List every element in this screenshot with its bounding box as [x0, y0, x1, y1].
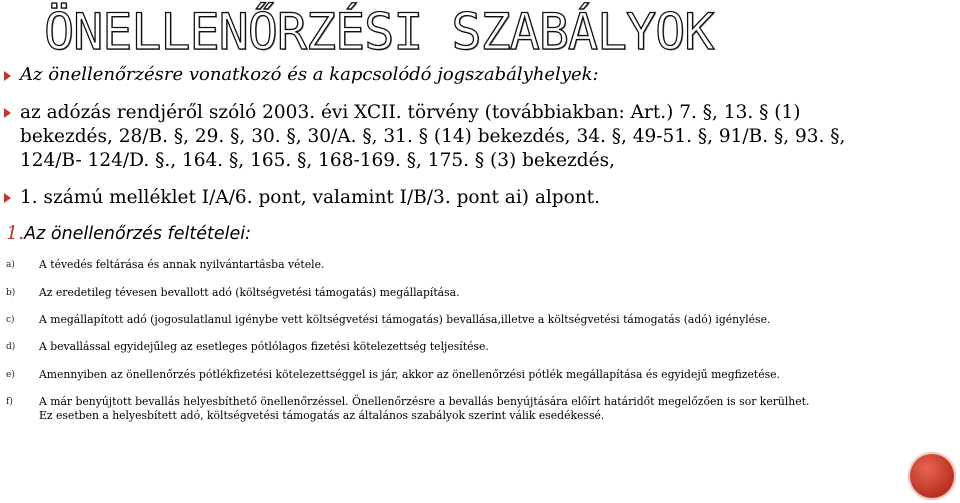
- bullet-law-line-2: bekezdés, 28/B. §, 29. §, 30. §, 30/A. §, 31. § (14) bekezdés, 34. §, 49-51. §, 91/B. §, 93. §,: [20, 126, 846, 147]
- list-marker: f): [6, 397, 13, 407]
- bullet-heading: Az önellenőrzésre vonatkozó és a kapcsolódó jogszabályhelyek:: [20, 64, 599, 85]
- list-marker: d): [6, 342, 16, 352]
- list-marker: e): [6, 370, 15, 380]
- section-title: Az önellenőrzés feltételei:: [24, 224, 251, 244]
- list-marker: b): [6, 288, 16, 298]
- bullet-annex: 1. számú melléklet I/A/6. pont, valamint I/B/3. pont ai) alpont.: [20, 187, 600, 208]
- bullet-law-line-1: az adózás rendjéről szóló 2003. évi XCII. törvény (továbbiakban: Art.) 7. §, 13. § (1): [20, 102, 801, 123]
- list-item: A megállapított adó (jogosulatlanul igénybe vett költségvetési támogatás) bevallása,illetve a költségvetési támogatás (adó) igénylése.: [39, 313, 771, 326]
- arrow-right-icon: [4, 193, 11, 203]
- page-title: ÖNELLENŐRZÉSI SZABÁLYOK: [44, 3, 714, 61]
- bullet-law-line-3: 124/B- 124/D. §., 164. §, 165. §, 168-169. §, 175. § (3) bekezdés,: [20, 150, 615, 171]
- section-number: 1.: [6, 222, 25, 244]
- arrow-right-icon: [4, 71, 11, 81]
- list-item: Az eredetileg tévesen bevallott adó (költségvetési támogatás) megállapítása.: [39, 286, 460, 299]
- list-marker: c): [6, 315, 15, 325]
- list-item: A már benyújtott bevallás helyesbíthető önellenőrzéssel. Önellenőrzésre a bevallás benyújtására előírt határidőt megelőzően is sor kerülhet.: [39, 395, 810, 408]
- list-item-continuation: Ez esetben a helyesbített adó, költségvetési támogatás az általános szabályok szerint válik esedékessé.: [39, 409, 605, 422]
- list-item: A tévedés feltárása és annak nyilvántartásba vétele.: [39, 258, 325, 271]
- decorative-circle-icon: [908, 452, 956, 500]
- list-item: A bevallással egyidejűleg az esetleges pótlólagos fizetési kötelezettség teljesítése.: [39, 340, 489, 353]
- section-heading: [6, 221, 251, 246]
- arrow-right-icon: [4, 108, 11, 118]
- list-marker: a): [6, 260, 15, 270]
- list-item: Amennyiben az önellenőrzés pótlékfizetési kötelezettséggel is jár, akkor az önellenőrzési pótlék megállapítása és egyidejű megfizetése.: [39, 368, 780, 381]
